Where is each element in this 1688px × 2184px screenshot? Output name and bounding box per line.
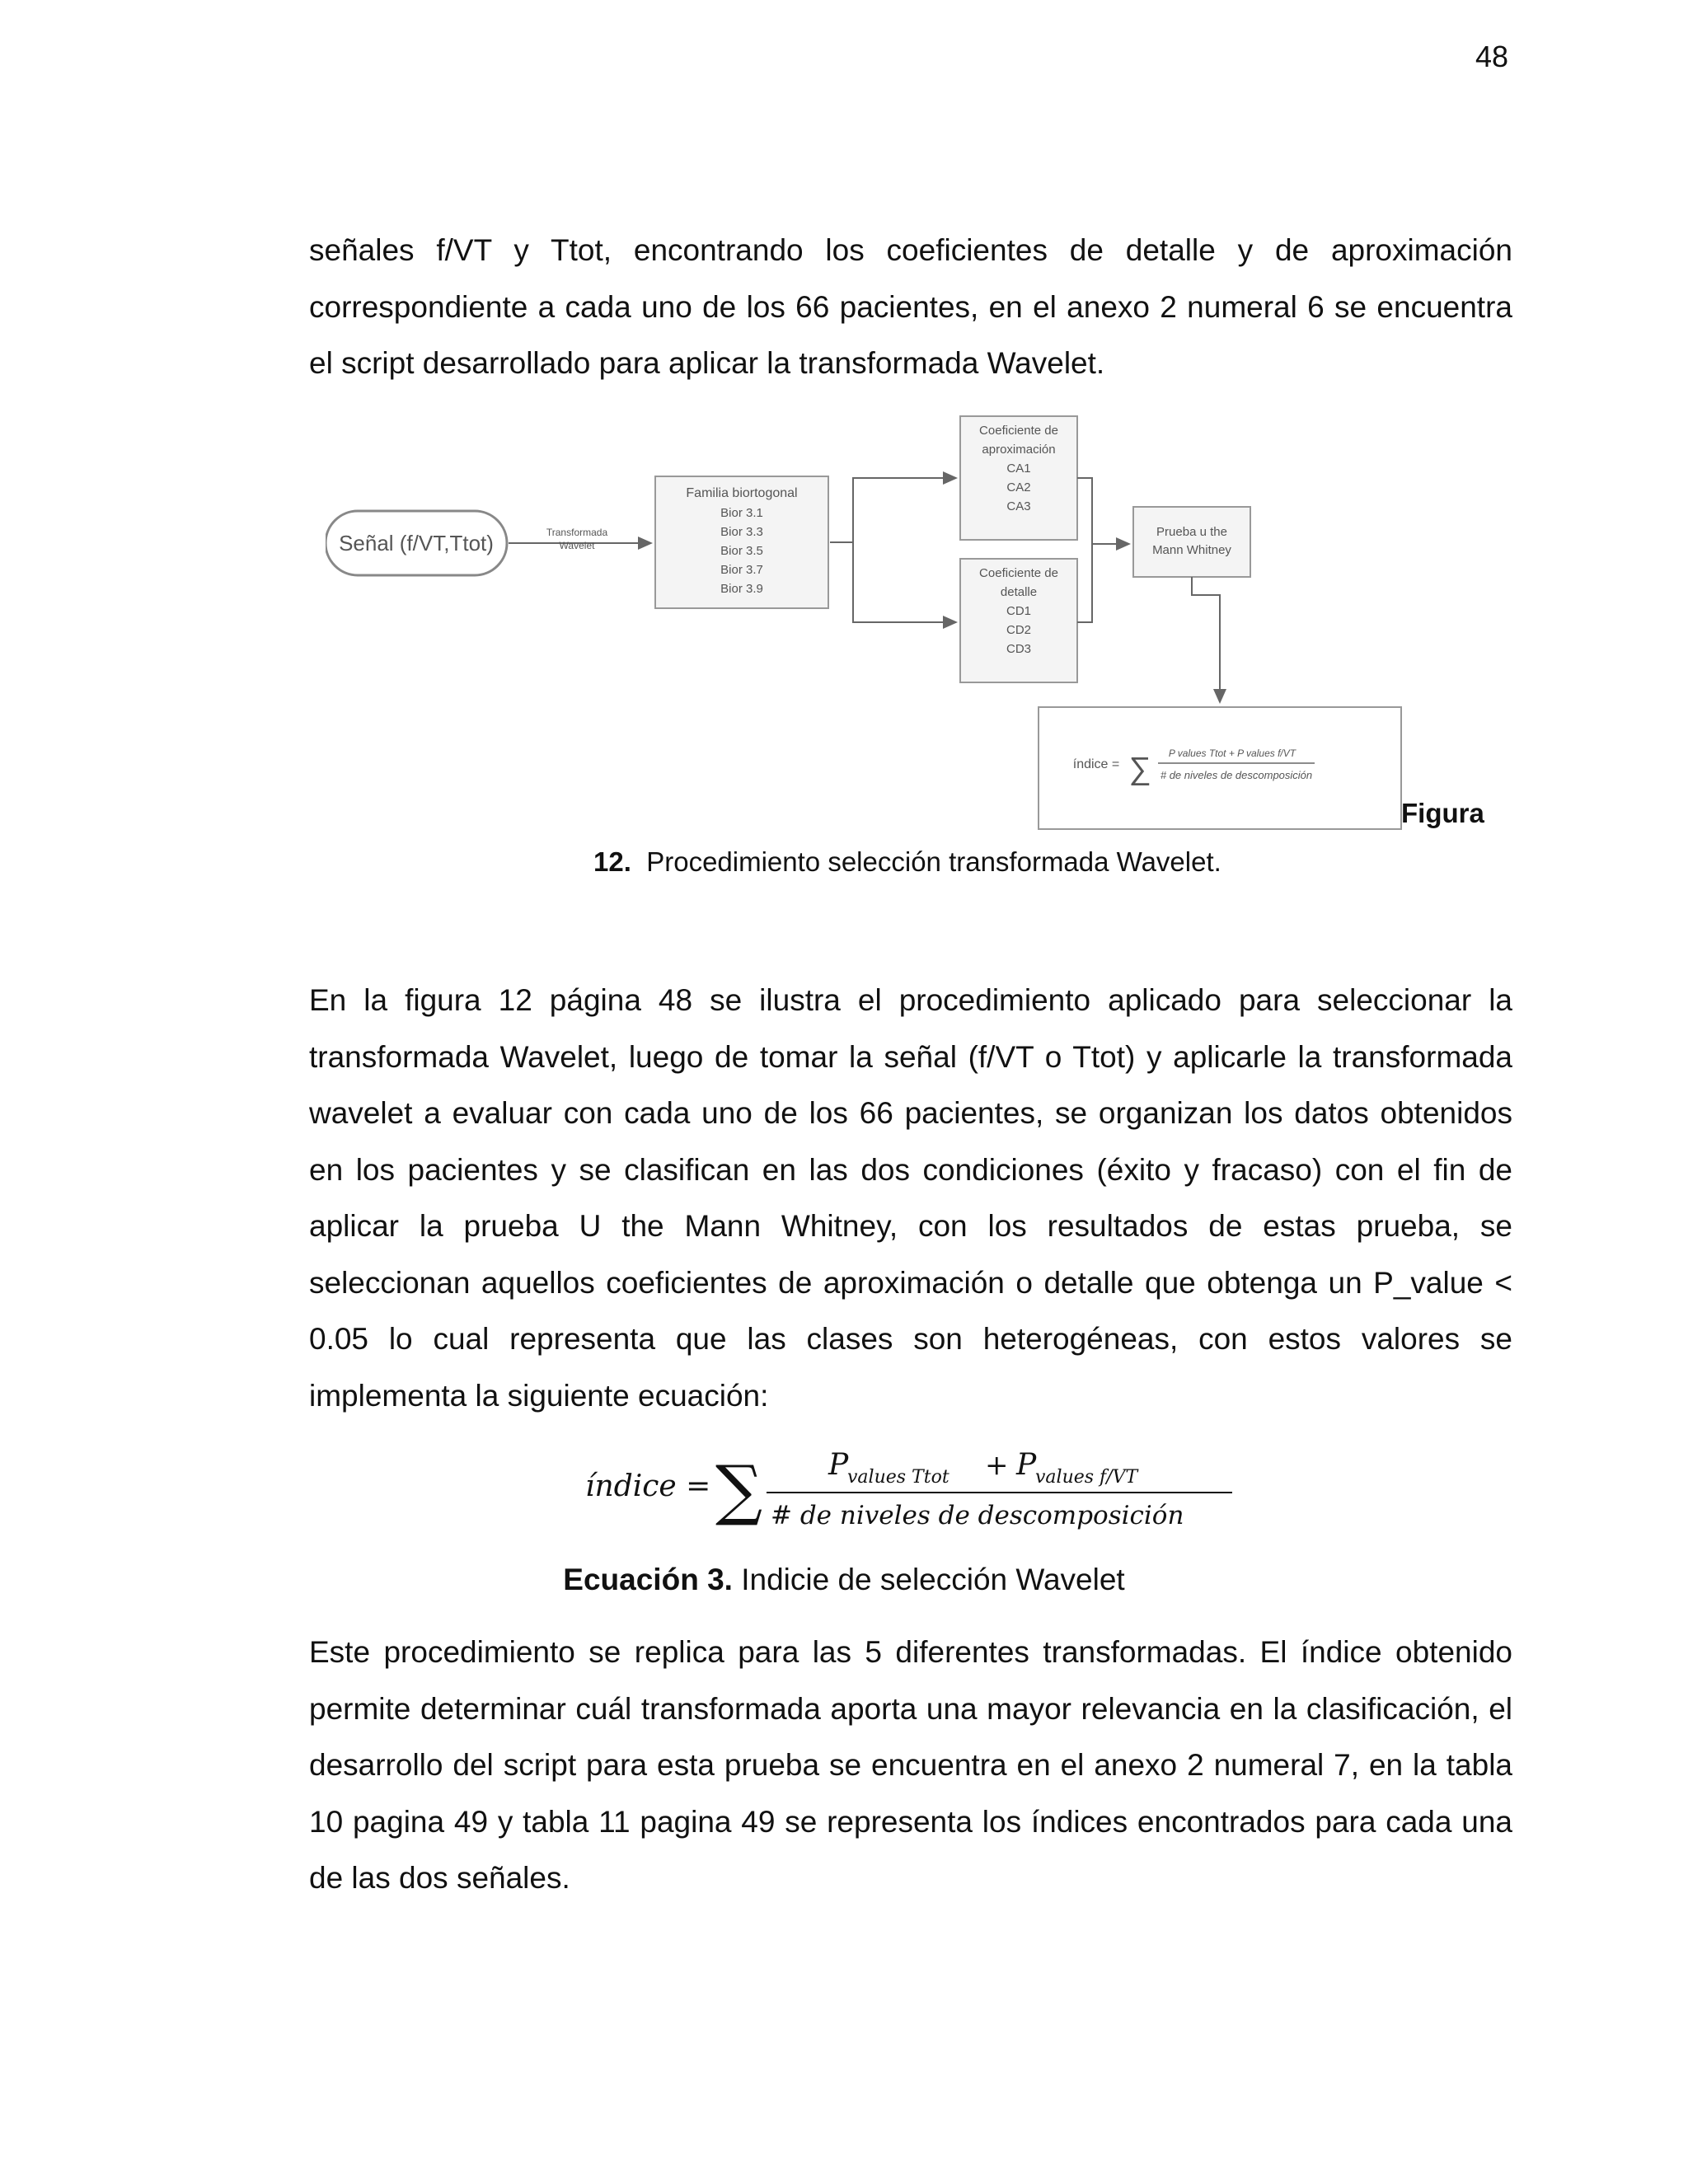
detail-line-2: CD1 <box>1006 604 1032 618</box>
equation-numerator <box>828 1448 1139 1488</box>
family-line-1: Bior 3.1 <box>720 506 763 520</box>
equation-sum-symbol: ∑ <box>715 1451 763 1528</box>
figure-caption <box>593 846 1221 878</box>
connector-detail <box>1077 544 1092 622</box>
paragraph-intro: señales f/VT y Ttot, encontrando los coeficientes de detalle y de aproximación correspondiente a cada uno de los 66 pacientes, en el anexo 2 numeral 6 se encuentra el script desarrollado para aplicar la transformada Wavelet. <box>309 233 1512 380</box>
index-denominator: # de niveles de descomposición <box>1160 769 1313 781</box>
family-line-5: Bior 3.9 <box>720 582 763 596</box>
detail-line-1: detalle <box>1000 585 1038 599</box>
approx-line-4: CA3 <box>1006 499 1031 513</box>
equation-sub1: values Ttot <box>847 1467 950 1488</box>
wavelet-procedure-diagram <box>326 412 1504 841</box>
approx-line-0: Coeficiente de <box>979 424 1058 438</box>
family-node <box>655 476 828 608</box>
figure-caption-text: Procedimiento selección transformada Wavelet. <box>646 846 1221 877</box>
equation-3 <box>585 1438 1245 1545</box>
family-line-4: Bior 3.7 <box>720 563 763 577</box>
equation-caption-text: Indicie de selección Wavelet <box>741 1563 1125 1596</box>
connector-approx <box>1077 478 1092 544</box>
figure-caption-number: 12. <box>593 846 631 877</box>
equation-lhs: índice = <box>585 1469 711 1503</box>
approx-node <box>960 416 1077 540</box>
arrow-label-wavelet: Wavelet <box>559 540 595 551</box>
family-line-0: Familia biortogonal <box>686 486 798 500</box>
index-numerator: P values Ttot + P values f/VT <box>1168 748 1296 759</box>
approx-line-2: CA1 <box>1006 462 1031 476</box>
figure-label: Figura <box>1401 798 1484 828</box>
test-line-0: Prueba u the <box>1156 525 1227 539</box>
page-number: 48 <box>1475 40 1508 73</box>
arrow-test-to-index <box>1192 577 1220 702</box>
equation-plus: + <box>985 1449 1009 1482</box>
detail-line-0: Coeficiente de <box>979 566 1058 580</box>
signal-node-label: Señal (f/VT,Ttot) <box>339 531 494 555</box>
equation-caption-label: Ecuación 3. <box>563 1563 733 1596</box>
equation-caption <box>0 1563 1688 1597</box>
arrow-family-to-detail <box>853 542 956 622</box>
index-node <box>1039 707 1401 829</box>
family-line-2: Bior 3.3 <box>720 525 763 539</box>
equation-sub2: values f/VT <box>1035 1467 1138 1488</box>
equation-denominator: # de niveles de descomposición <box>771 1501 1184 1530</box>
approx-line-1: aproximación <box>982 443 1056 457</box>
paragraph-replication: Este procedimiento se replica para las 5 diferentes transformadas. El índice obtenido permite determinar cuál transformada aporta una mayor relevancia en la clasificación, el desarrollo del script para esta prueba se encuentra en el anexo 2 numeral 7, en la tabla 10 pagina 49 y tabla 11 pagina 49 se representa los índices encontrados para cada una de las dos señales. <box>309 1635 1512 1895</box>
detail-line-4: CD3 <box>1006 642 1032 656</box>
detail-node <box>960 559 1077 682</box>
detail-line-3: CD2 <box>1006 623 1032 637</box>
test-node <box>1133 507 1250 577</box>
arrow-family-to-approx <box>830 478 956 542</box>
equation-p1: P <box>828 1448 849 1482</box>
family-line-3: Bior 3.5 <box>720 544 763 558</box>
approx-line-3: CA2 <box>1006 480 1031 494</box>
arrow-label-transformada: Transformada <box>546 527 608 538</box>
index-sum-symbol: ∑ <box>1128 752 1151 786</box>
equation-p2: P <box>1016 1448 1037 1482</box>
paragraph-procedure: En la figura 12 página 48 se ilustra el procedimiento aplicado para seleccionar la transformada Wavelet, luego de tomar la señal (f/VT o Ttot) y aplicarle la transformada wavelet a evaluar con cada uno de los 66 pacientes, se organizan los datos obtenidos en los pacientes y se clasifican en las dos condiciones (éxito y fracaso) con el fin de aplicar la prueba U the Mann Whitney, con los resultados de estas prueba, se seleccionan aquellos coeficientes de aproximación o detalle que obtenga un P_value < 0.05 lo cual representa que las clases son heterogéneas, con estos valores se implementa la siguiente ecuación: <box>309 983 1512 1413</box>
index-lhs: índice = <box>1072 757 1120 771</box>
signal-node <box>326 511 507 575</box>
test-line-1: Mann Whitney <box>1152 543 1231 557</box>
